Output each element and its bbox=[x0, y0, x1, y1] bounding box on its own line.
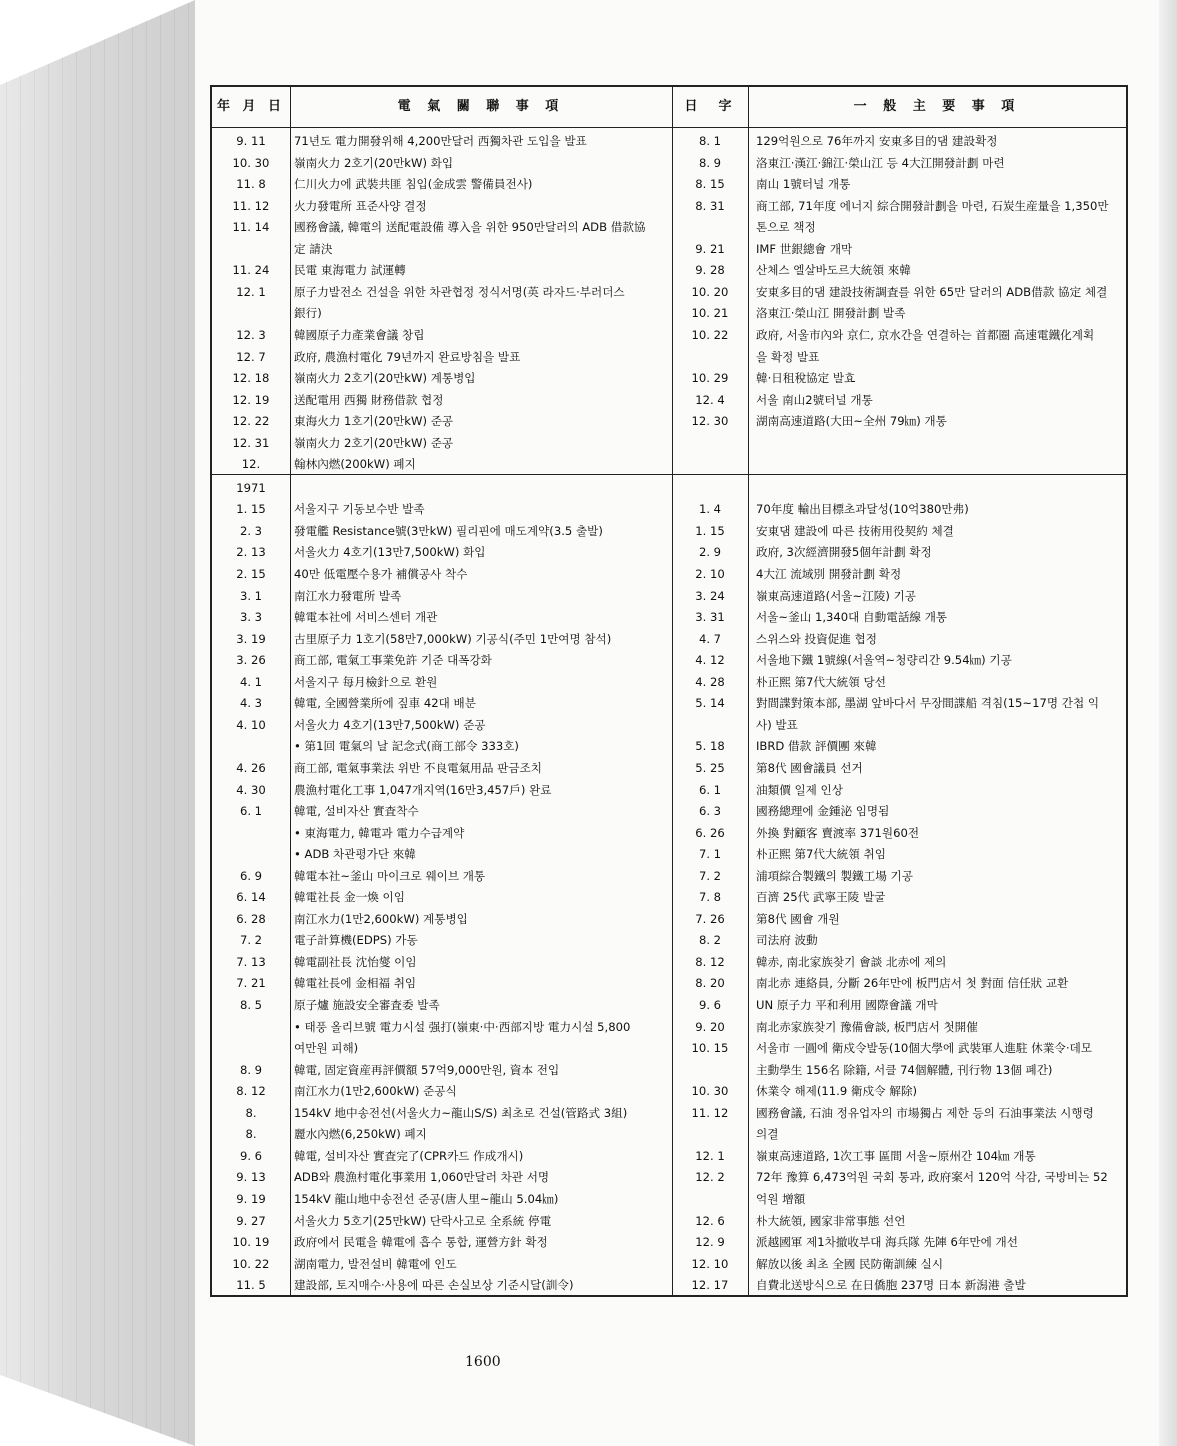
row-general-event: 129억원으로 76年까지 安東多目的댐 建設확정 bbox=[756, 134, 998, 148]
row-date-2: 4. 28 bbox=[695, 674, 725, 689]
row-date bbox=[212, 844, 290, 866]
table-row bbox=[212, 1232, 1126, 1254]
row-general-event: 商工部, 71年度 에너지 綜合開發計劃을 마련, 石炭生産量을 1,350만 bbox=[756, 198, 1109, 213]
row-general-event: 韓·日租稅協定 발효 bbox=[756, 371, 856, 386]
row-electric-event: 仁川火力에 武裝共匪 침입(金成雲 警備員전사) bbox=[294, 177, 533, 192]
row-date-2: 5. 18 bbox=[695, 739, 725, 754]
row-date-2: 10. 21 bbox=[691, 306, 729, 321]
row-date-2: 11. 12 bbox=[691, 1105, 729, 1120]
row-general-event: 洛東江·榮山江 開發計劃 발족 bbox=[756, 306, 906, 321]
row-electric-event: 서울지구 每月檢針으로 환원 bbox=[294, 674, 438, 689]
row-electric-event: 서울火力 4호기(13만7,500kW) 준공 bbox=[294, 717, 486, 732]
row-date: 10. 22 bbox=[232, 1256, 270, 1271]
row-date-2: 8. 31 bbox=[695, 198, 725, 213]
row-electric-event: 154kV 地中송전선(서울火力~龍山S/S) 최초로 건설(管路式 3組) bbox=[294, 1105, 628, 1120]
table-row bbox=[212, 586, 1126, 608]
table-row bbox=[212, 823, 1126, 845]
row-date-2: 4. 12 bbox=[695, 653, 725, 668]
row-date-2 bbox=[672, 433, 748, 455]
row-date-2: 9. 20 bbox=[695, 1019, 725, 1034]
row-date: 3. 1 bbox=[239, 588, 263, 603]
row-general-event: 自費北送방식으로 在日僑胞 237명 日本 新潟港 출발 bbox=[756, 1278, 1026, 1293]
row-electric-event: 南江水力(1만2,600kW) 계통병입 bbox=[294, 911, 468, 926]
row-electric-event: 韓電, 설비자산 實査착수 bbox=[294, 804, 419, 819]
row-general-event: 解放以後 최초 全國 民防衛訓練 실시 bbox=[756, 1256, 944, 1271]
chronology-table bbox=[210, 85, 1128, 1297]
table-row bbox=[212, 454, 1126, 476]
row-electric-event: 銀行) bbox=[294, 306, 322, 321]
row-general-event: 朴正熙 第7代大統領 당선 bbox=[756, 674, 886, 689]
row-electric-event: 商工部, 電氣工事業免許 기준 대폭강화 bbox=[294, 653, 492, 668]
table-row bbox=[212, 973, 1126, 995]
row-date-2: 1. 15 bbox=[695, 523, 725, 538]
row-date: 1. 15 bbox=[236, 502, 266, 517]
row-date-2: 7. 8 bbox=[698, 890, 722, 905]
row-electric-event: 嶺南火力 2호기(20만kW) 준공 bbox=[294, 435, 454, 450]
row-electric-event: 電子計算機(EDPS) 가동 bbox=[294, 933, 418, 948]
row-general-event: 安東댐 建設에 따른 技術用役契約 체결 bbox=[756, 523, 954, 538]
row-date: 7. 21 bbox=[236, 976, 266, 991]
row-date: 12. 31 bbox=[232, 435, 270, 450]
row-date: 6. 28 bbox=[236, 911, 266, 926]
row-date-2: 12. 6 bbox=[695, 1213, 725, 1228]
row-general-event: 司法府 波動 bbox=[756, 933, 818, 948]
row-electric-event: • 태풍 올리브號 電力시설 强打(嶺東·中·西部지방 電力시설 5,800 bbox=[294, 1019, 631, 1034]
row-date bbox=[212, 823, 290, 845]
row-general-event: 억원 增額 bbox=[756, 1191, 806, 1206]
table-row bbox=[212, 736, 1126, 758]
row-date-2: 12. 9 bbox=[695, 1235, 725, 1250]
row-general-event: UN 原子力 平和利用 國際會議 개막 bbox=[756, 998, 938, 1012]
table-row bbox=[212, 521, 1126, 543]
row-electric-event: 民電 東海電力 試運轉 bbox=[294, 263, 406, 278]
header-date-col: 年 月 日 bbox=[216, 99, 286, 114]
row-date-2: 3. 24 bbox=[695, 588, 725, 603]
row-general-event: 朴正熙 第7代大統領 취임 bbox=[756, 847, 886, 862]
row-electric-event: 嶺南火力 2호기(20만kW) 화입 bbox=[294, 155, 454, 170]
row-electric-event: 韓電副社長 沈怡燮 이임 bbox=[294, 954, 417, 969]
row-electric-event: 古里原子力 1호기(58만7,000kW) 기공식(주민 1만여명 참석) bbox=[294, 631, 612, 646]
row-general-event: 外換 對顧客 賣渡率 371원60전 bbox=[756, 825, 920, 840]
row-date-2 bbox=[672, 478, 748, 500]
table-row bbox=[212, 153, 1126, 175]
row-date-2: 8. 20 bbox=[695, 976, 725, 991]
row-general-event: 國務總理에 金鍾泌 임명됨 bbox=[756, 804, 890, 819]
row-general-event: 浦項綜合製鐵의 製鐵工場 기공 bbox=[756, 868, 913, 883]
row-date: 4. 3 bbox=[239, 696, 263, 711]
row-general-event: 國務會議, 石油 정유업자의 市場獨占 제한 등의 石油事業法 시행령 bbox=[756, 1105, 1094, 1120]
table-row bbox=[212, 325, 1126, 347]
row-date bbox=[212, 1017, 290, 1039]
row-date: 12. 7 bbox=[236, 349, 266, 364]
row-electric-event: 送配電用 西獨 財務借款 협정 bbox=[294, 392, 444, 407]
table-row bbox=[212, 930, 1126, 952]
row-date: 1971 bbox=[236, 480, 266, 495]
table-row bbox=[212, 780, 1126, 802]
table-row bbox=[212, 303, 1126, 325]
row-general-event: 을 확정 발표 bbox=[756, 349, 820, 364]
row-date: 9. 6 bbox=[239, 1148, 263, 1163]
row-electric-event: 韓電本社~釜山 마이크로 웨이브 개통 bbox=[294, 868, 486, 883]
row-date-2: 12. 4 bbox=[695, 392, 725, 407]
header-electric-events: 電 氣 關 聯 事 項 bbox=[397, 99, 565, 114]
table-row bbox=[212, 368, 1126, 390]
row-electric-event: 農漁村電化工事 1,047개지역(16만3,457戶) 완료 bbox=[294, 782, 552, 797]
row-date-2: 10. 20 bbox=[691, 284, 729, 299]
table-row bbox=[212, 758, 1126, 780]
row-date-2: 5. 14 bbox=[695, 696, 725, 711]
row-date: 9. 11 bbox=[236, 134, 266, 148]
row-date-2 bbox=[672, 715, 748, 737]
row-general-event: 서울 南山2號터널 개통 bbox=[756, 392, 873, 407]
row-date-2: 9. 6 bbox=[698, 998, 722, 1012]
row-general-event: 톤으로 책정 bbox=[756, 220, 816, 235]
row-electric-event: 韓電, 설비자산 實査完了(CPR카드 作成개시) bbox=[294, 1148, 524, 1163]
row-general-event bbox=[756, 478, 1126, 500]
row-general-event: 4大江 流域別 開發計劃 확정 bbox=[756, 567, 902, 581]
row-date-2 bbox=[672, 454, 748, 476]
row-date: 2. 13 bbox=[236, 545, 266, 560]
header-divider bbox=[212, 127, 1126, 128]
row-date: 8. bbox=[245, 1105, 257, 1120]
table-row bbox=[212, 629, 1126, 651]
row-date-2 bbox=[672, 217, 748, 239]
row-date: 6. 1 bbox=[239, 804, 263, 819]
table-row bbox=[212, 478, 1126, 500]
row-electric-event: 定 請決 bbox=[294, 241, 333, 256]
row-general-event: 스위스와 投資促進 협정 bbox=[756, 631, 877, 646]
header-general-events: 一 般 主 要 事 項 bbox=[853, 99, 1021, 114]
row-electric-event: 南江水力發電所 발족 bbox=[294, 588, 402, 603]
table-row bbox=[212, 1189, 1126, 1211]
row-general-event: 서울~釜山 1,340대 自動電話線 개통 bbox=[756, 610, 948, 625]
table-row bbox=[212, 1017, 1126, 1039]
row-electric-event: 政府, 農漁村電化 79년까지 완료방침을 발표 bbox=[294, 349, 521, 364]
table-row bbox=[212, 887, 1126, 909]
row-date-2: 3. 31 bbox=[695, 610, 725, 625]
row-electric-event: 嶺南火力 2호기(20만kW) 계통병입 bbox=[294, 371, 476, 386]
table-row bbox=[212, 411, 1126, 433]
row-date-2: 12. 10 bbox=[691, 1256, 729, 1271]
row-date-2: 7. 2 bbox=[698, 868, 722, 883]
row-electric-event: 南江水力(1만2,600kW) 준공식 bbox=[294, 1084, 457, 1099]
row-electric-event: 서울지구 기동보수반 발족 bbox=[294, 502, 425, 517]
table-row bbox=[212, 542, 1126, 564]
row-date-2 bbox=[672, 1060, 748, 1082]
row-electric-event: 東海火力 1호기(20만kW) 준공 bbox=[294, 414, 454, 429]
table-row bbox=[212, 390, 1126, 412]
table-row bbox=[212, 1124, 1126, 1146]
row-electric-event: 154kV 龍山地中송전선 준공(唐人里~龍山 5.04㎞) bbox=[294, 1191, 559, 1206]
row-date: 8. bbox=[245, 1127, 257, 1142]
table-row bbox=[212, 564, 1126, 586]
row-date bbox=[212, 1038, 290, 1060]
row-electric-event: • ADB 차관평가단 來韓 bbox=[294, 847, 416, 862]
row-general-event: 百濟 25代 武寧王陵 발굴 bbox=[756, 890, 886, 905]
table-row bbox=[212, 801, 1126, 823]
row-date-2: 8. 12 bbox=[695, 954, 725, 969]
row-general-event: IMF 世銀總會 개막 bbox=[756, 241, 853, 256]
row-electric-event: 서울火力 4호기(13만7,500kW) 화입 bbox=[294, 545, 486, 560]
table-row bbox=[212, 1211, 1126, 1233]
row-electric-event: • 第1回 電氣의 날 記念式(商工部令 333호) bbox=[294, 739, 519, 754]
row-general-event: 朴大統領, 國家非常事態 선언 bbox=[756, 1213, 906, 1228]
row-date-2: 10. 29 bbox=[691, 371, 729, 386]
row-date: 7. 2 bbox=[239, 933, 263, 948]
row-date: 9. 27 bbox=[236, 1213, 266, 1228]
row-electric-event: • 東海電力, 韓電과 電力수급계약 bbox=[294, 825, 465, 840]
row-electric-event: 麗水內燃(6,250kW) 폐지 bbox=[294, 1127, 427, 1142]
table-row bbox=[212, 650, 1126, 672]
row-date-2: 8. 9 bbox=[698, 155, 722, 170]
row-date-2: 6. 3 bbox=[698, 804, 722, 819]
table-row bbox=[212, 499, 1126, 521]
row-date: 11. 12 bbox=[232, 198, 270, 213]
row-date: 8. 5 bbox=[239, 998, 263, 1012]
row-general-event: 南北赤 連絡員, 分斷 26年만에 板門店서 첫 對面 信任狀 교환 bbox=[756, 976, 1069, 991]
row-date-2 bbox=[672, 1189, 748, 1211]
table-row bbox=[212, 844, 1126, 866]
row-date: 10. 19 bbox=[232, 1235, 270, 1250]
row-date: 12. bbox=[241, 457, 261, 472]
row-date-2: 4. 7 bbox=[698, 631, 722, 646]
table-row bbox=[212, 347, 1126, 369]
row-general-event: 安東多目的댐 建設技術調査를 위한 65만 달러의 ADB借款 協定 체결 bbox=[756, 284, 1108, 299]
row-general-event: 政府, 3次經濟開發5個年計劃 확정 bbox=[756, 545, 932, 560]
row-date: 7. 13 bbox=[236, 954, 266, 969]
row-date: 2. 15 bbox=[236, 567, 266, 581]
row-electric-event: 71년도 電力開發위해 4,200만달러 西獨차관 도입을 발표 bbox=[294, 134, 587, 148]
row-general-event: 油類價 일제 인상 bbox=[756, 782, 843, 797]
table-row bbox=[212, 607, 1126, 629]
row-date-2: 1. 4 bbox=[698, 502, 722, 517]
row-date-2: 10. 30 bbox=[691, 1084, 729, 1099]
table-row bbox=[212, 217, 1126, 239]
header-date-col-2: 日 字 bbox=[684, 99, 736, 114]
row-date-2: 6. 26 bbox=[695, 825, 725, 840]
row-general-event: 南北赤家族찾기 豫備會談, 板門店서 첫開催 bbox=[756, 1019, 978, 1034]
table-row bbox=[212, 196, 1126, 218]
row-date-2: 5. 25 bbox=[695, 760, 725, 775]
row-date: 12. 18 bbox=[232, 371, 270, 386]
row-general-event: 72年 豫算 6,473억원 국회 통과, 政府案서 120억 삭감, 국방비는 52 bbox=[756, 1170, 1108, 1185]
table-row bbox=[212, 239, 1126, 261]
table-row bbox=[212, 282, 1126, 304]
row-electric-event: 原子力발전소 건설을 위한 차관협정 정식서명(英 라자드·부러더스 bbox=[294, 284, 625, 299]
row-date-2: 8. 15 bbox=[695, 177, 725, 192]
table-row bbox=[212, 1167, 1126, 1189]
row-general-event: 對間諜對策本部, 墨湖 앞바다서 무장間諜船 격침(15~17명 간첩 익 bbox=[756, 696, 1100, 711]
row-date: 12. 3 bbox=[236, 327, 266, 342]
row-date: 11. 24 bbox=[232, 263, 270, 278]
row-date-2: 12. 1 bbox=[695, 1148, 725, 1163]
row-electric-event: 서울火力 5호기(25만kW) 단락사고로 全系統 停電 bbox=[294, 1213, 552, 1228]
row-date-2 bbox=[672, 347, 748, 369]
row-electric-event: 韓電, 全國營業所에 짚車 42대 배분 bbox=[294, 696, 476, 711]
row-general-event: 韓赤, 南北家族찾기 會談 北赤에 제의 bbox=[756, 954, 947, 969]
row-general-event: 主動學生 156名 除籍, 서클 74個解體, 刊行物 13個 폐간) bbox=[756, 1062, 1053, 1077]
table-row bbox=[212, 909, 1126, 931]
table-row bbox=[212, 1103, 1126, 1125]
row-date: 9. 13 bbox=[236, 1170, 266, 1185]
row-date bbox=[212, 239, 290, 261]
row-date: 12. 22 bbox=[232, 414, 270, 429]
row-date bbox=[212, 303, 290, 325]
row-date: 3. 3 bbox=[239, 610, 263, 625]
row-date-2: 2. 10 bbox=[695, 567, 725, 581]
row-date: 11. 8 bbox=[236, 177, 266, 192]
row-date-2: 7. 1 bbox=[698, 847, 722, 862]
row-general-event: 第8代 國會議員 선거 bbox=[756, 760, 863, 775]
row-date-2: 12. 17 bbox=[691, 1278, 729, 1293]
row-electric-event: 韓電社長 金一煥 이임 bbox=[294, 890, 405, 905]
row-general-event: 서울市 一圓에 衛戍令발동(10個大學에 武裝軍人進駐 休業令·데모 bbox=[756, 1041, 1092, 1056]
table-row bbox=[212, 1038, 1126, 1060]
row-general-event: 南山 1號터널 개통 bbox=[756, 177, 851, 192]
table-row bbox=[212, 672, 1126, 694]
row-general-event: 嶺東高速道路(서울~江陵) 기공 bbox=[756, 588, 916, 603]
row-electric-event: 建設部, 토지매수·사용에 따른 손실보상 기준시달(訓令) bbox=[294, 1278, 574, 1293]
row-date-2: 7. 26 bbox=[695, 911, 725, 926]
table-row bbox=[212, 1081, 1126, 1103]
row-general-event: 洛東江·漢江·錦江·榮山江 등 4大江開發計劃 마련 bbox=[756, 155, 1005, 170]
table-row bbox=[212, 1146, 1126, 1168]
row-electric-event bbox=[294, 478, 672, 500]
row-general-event: 政府, 서울市內와 京仁, 京水간을 연결하는 首都圈 高速電鐵化계획 bbox=[756, 327, 1095, 342]
row-electric-event: 40만 低電壓수용가 補償공사 착수 bbox=[294, 567, 468, 581]
row-date: 10. 30 bbox=[232, 155, 270, 170]
row-date: 9. 19 bbox=[236, 1191, 266, 1206]
table-row bbox=[212, 260, 1126, 282]
row-date-2: 12. 30 bbox=[691, 414, 729, 429]
row-general-event: 의결 bbox=[756, 1127, 779, 1142]
row-date-2: 10. 15 bbox=[691, 1041, 729, 1056]
row-date: 4. 26 bbox=[236, 760, 266, 775]
row-date: 4. 1 bbox=[239, 674, 263, 689]
row-date: 4. 30 bbox=[236, 782, 266, 797]
row-date: 2. 3 bbox=[239, 523, 263, 538]
book-page-edges bbox=[0, 0, 200, 1446]
row-date-2: 12. 2 bbox=[695, 1170, 725, 1185]
page-number: 1600 bbox=[465, 1354, 501, 1370]
row-electric-event: 韓電社長에 金相福 취임 bbox=[294, 976, 417, 991]
row-date-2: 9. 21 bbox=[695, 241, 725, 256]
row-electric-event: 韓電本社에 서비스센터 개관 bbox=[294, 610, 438, 625]
row-date: 12. 19 bbox=[232, 392, 270, 407]
row-general-event: 사) 발표 bbox=[756, 717, 798, 732]
row-electric-event: 韓電, 固定資産再評價額 57억9,000만원, 資本 전입 bbox=[294, 1062, 560, 1077]
row-general-event: 嶺東高速道路, 1次工事 區間 서울~原州간 104㎞ 개통 bbox=[756, 1148, 1036, 1163]
row-general-event: 70年度 輸出目標초과달성(10억380만弗) bbox=[756, 502, 969, 517]
row-electric-event: 湖南電力, 발전설비 韓電에 인도 bbox=[294, 1256, 457, 1271]
row-electric-event: 韓國原子力產業會議 창립 bbox=[294, 327, 425, 342]
table-row bbox=[212, 693, 1126, 715]
row-electric-event: 商工部, 電氣事業法 위반 不良電氣用品 판금조치 bbox=[294, 760, 542, 775]
row-general-event bbox=[756, 433, 1126, 455]
table-row bbox=[212, 174, 1126, 196]
row-date: 8. 12 bbox=[236, 1084, 266, 1099]
table-row bbox=[212, 1254, 1126, 1276]
table-row bbox=[212, 1275, 1126, 1297]
table-row bbox=[212, 995, 1126, 1017]
row-date bbox=[212, 736, 290, 758]
row-date: 6. 14 bbox=[236, 890, 266, 905]
row-general-event: 서울地下鐵 1號線(서울역~청량리간 9.54㎞) 기공 bbox=[756, 653, 1012, 668]
row-date-2: 6. 1 bbox=[698, 782, 722, 797]
row-general-event: 休業令 해제(11.9 衛戍令 解除) bbox=[756, 1084, 918, 1099]
row-electric-event: 翰林內燃(200kW) 폐지 bbox=[294, 457, 416, 472]
row-electric-event: 國務會議, 韓電의 送配電設備 導入을 위한 950만달러의 ADB 借款協 bbox=[294, 220, 646, 235]
table-row bbox=[212, 131, 1126, 153]
row-electric-event: 여만원 피해) bbox=[294, 1041, 359, 1056]
row-general-event: 派越國軍 제1차撤收부대 海兵隊 先陣 6年만에 개선 bbox=[756, 1235, 1018, 1250]
table-row bbox=[212, 866, 1126, 888]
row-general-event: 湖南高速道路(大田~全州 79㎞) 개통 bbox=[756, 414, 947, 429]
row-date-2: 9. 28 bbox=[695, 263, 725, 278]
row-general-event: 산체스 엘살바도르大統領 來韓 bbox=[756, 263, 911, 278]
row-electric-event: 火力發電所 표준사양 결정 bbox=[294, 198, 427, 213]
row-electric-event: ADB와 農漁村電化事業用 1,060만달러 차관 서명 bbox=[294, 1170, 550, 1185]
table-row bbox=[212, 1060, 1126, 1082]
row-date-2: 2. 9 bbox=[698, 545, 722, 560]
row-date-2: 8. 1 bbox=[698, 134, 722, 148]
row-electric-event: 政府에서 民電을 韓電에 흡수 통합, 運營方針 확정 bbox=[294, 1235, 548, 1250]
row-date: 11. 14 bbox=[232, 220, 270, 235]
row-electric-event: 發電艦 Resistance號(3만kW) 필리핀에 매도계약(3.5 출발) bbox=[294, 523, 603, 538]
row-date: 3. 26 bbox=[236, 653, 266, 668]
row-general-event: IBRD 借款 評價團 來韓 bbox=[756, 739, 877, 754]
table-row bbox=[212, 433, 1126, 455]
row-date: 6. 9 bbox=[239, 868, 263, 883]
row-date-2 bbox=[672, 1124, 748, 1146]
row-date: 8. 9 bbox=[239, 1062, 263, 1077]
row-date: 11. 5 bbox=[236, 1278, 266, 1293]
row-general-event bbox=[756, 454, 1126, 476]
row-general-event: 第8代 國會 개원 bbox=[756, 911, 840, 926]
row-date: 12. 1 bbox=[236, 284, 266, 299]
page-right-edge bbox=[1159, 0, 1177, 1446]
row-electric-event: 原子爐 施設安全審査委 발족 bbox=[294, 998, 440, 1012]
row-date: 3. 19 bbox=[236, 631, 266, 646]
row-date-2: 10. 22 bbox=[691, 327, 729, 342]
row-date-2: 8. 2 bbox=[698, 933, 722, 948]
table-row bbox=[212, 952, 1126, 974]
row-date: 4. 10 bbox=[236, 717, 266, 732]
table-row bbox=[212, 715, 1126, 737]
